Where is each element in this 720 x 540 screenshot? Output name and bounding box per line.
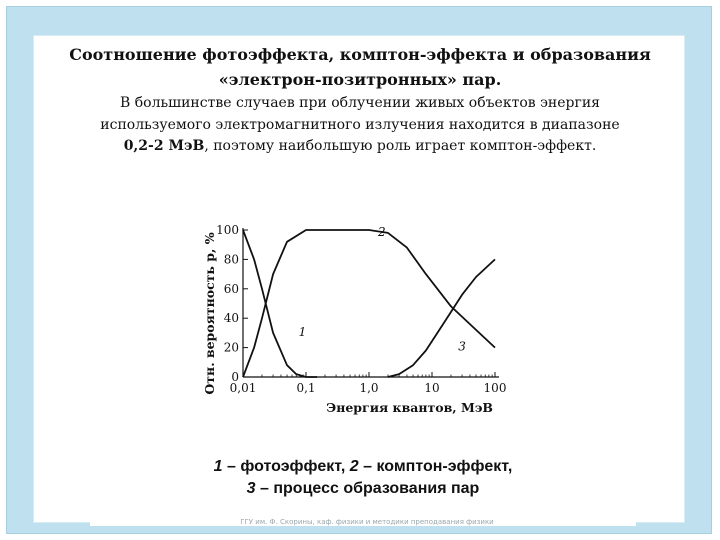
x-tick-label: 0,1 (296, 381, 316, 395)
curve-label-2: 2 (378, 224, 386, 239)
y-tick-label: 80 (223, 252, 239, 267)
caption-text-1: – фотоэффект, (222, 458, 350, 475)
x-axis-label: Энергия квантов, МэВ (326, 400, 493, 415)
x-tick-label: 0,01 (229, 381, 257, 395)
figure-caption (90, 456, 636, 500)
y-tick-label: 40 (223, 311, 239, 326)
energy-range: 0,2-2 МэВ (123, 138, 205, 154)
curve-label-3: 3 (458, 339, 466, 354)
caption-num-3: 3 (246, 480, 256, 497)
para-line-3 (70, 136, 650, 158)
x-tick-label: 100 (483, 381, 507, 395)
caption-line-1 (90, 456, 636, 478)
y-tick-label: 0 (231, 370, 239, 384)
x-tick-label: 1,0 (359, 381, 379, 395)
caption-line-2 (90, 478, 636, 500)
x-tick-label: 10 (424, 381, 440, 395)
para-line-2: используемого электромагнитного излучения находится в диапазоне (100, 116, 620, 133)
caption-text-3: – процесс образования пар (255, 480, 480, 497)
curve-label-1: 1 (298, 324, 307, 339)
y-tick-label: 100 (216, 223, 239, 237)
para-line-3-rest: , поэтому наибольшую роль играет комптон-эффект. (204, 138, 597, 154)
y-axis-label: Отн. вероятность p, % (202, 232, 217, 395)
title-line-1: Соотношение фотоэффекта, комптон-эффекта и образования (69, 45, 651, 64)
footer-text: ГГУ им. Ф. Скорины, каф. физики и методики преподавания физики (240, 518, 494, 526)
description-paragraph (70, 93, 650, 158)
caption-num-2: 2 (349, 458, 359, 475)
y-tick-label: 20 (223, 340, 239, 355)
slide-title (60, 42, 660, 92)
caption-num-1: 1 (213, 458, 223, 475)
para-line-1: В большинстве случаев при облучении живых объектов энергия (119, 95, 601, 111)
title-line-2: «электрон-позитронных» пар. (218, 70, 502, 89)
caption-text-2: – комптон-эффект, (358, 458, 513, 475)
probability-chart (90, 180, 636, 456)
y-tick-label: 60 (223, 281, 239, 296)
